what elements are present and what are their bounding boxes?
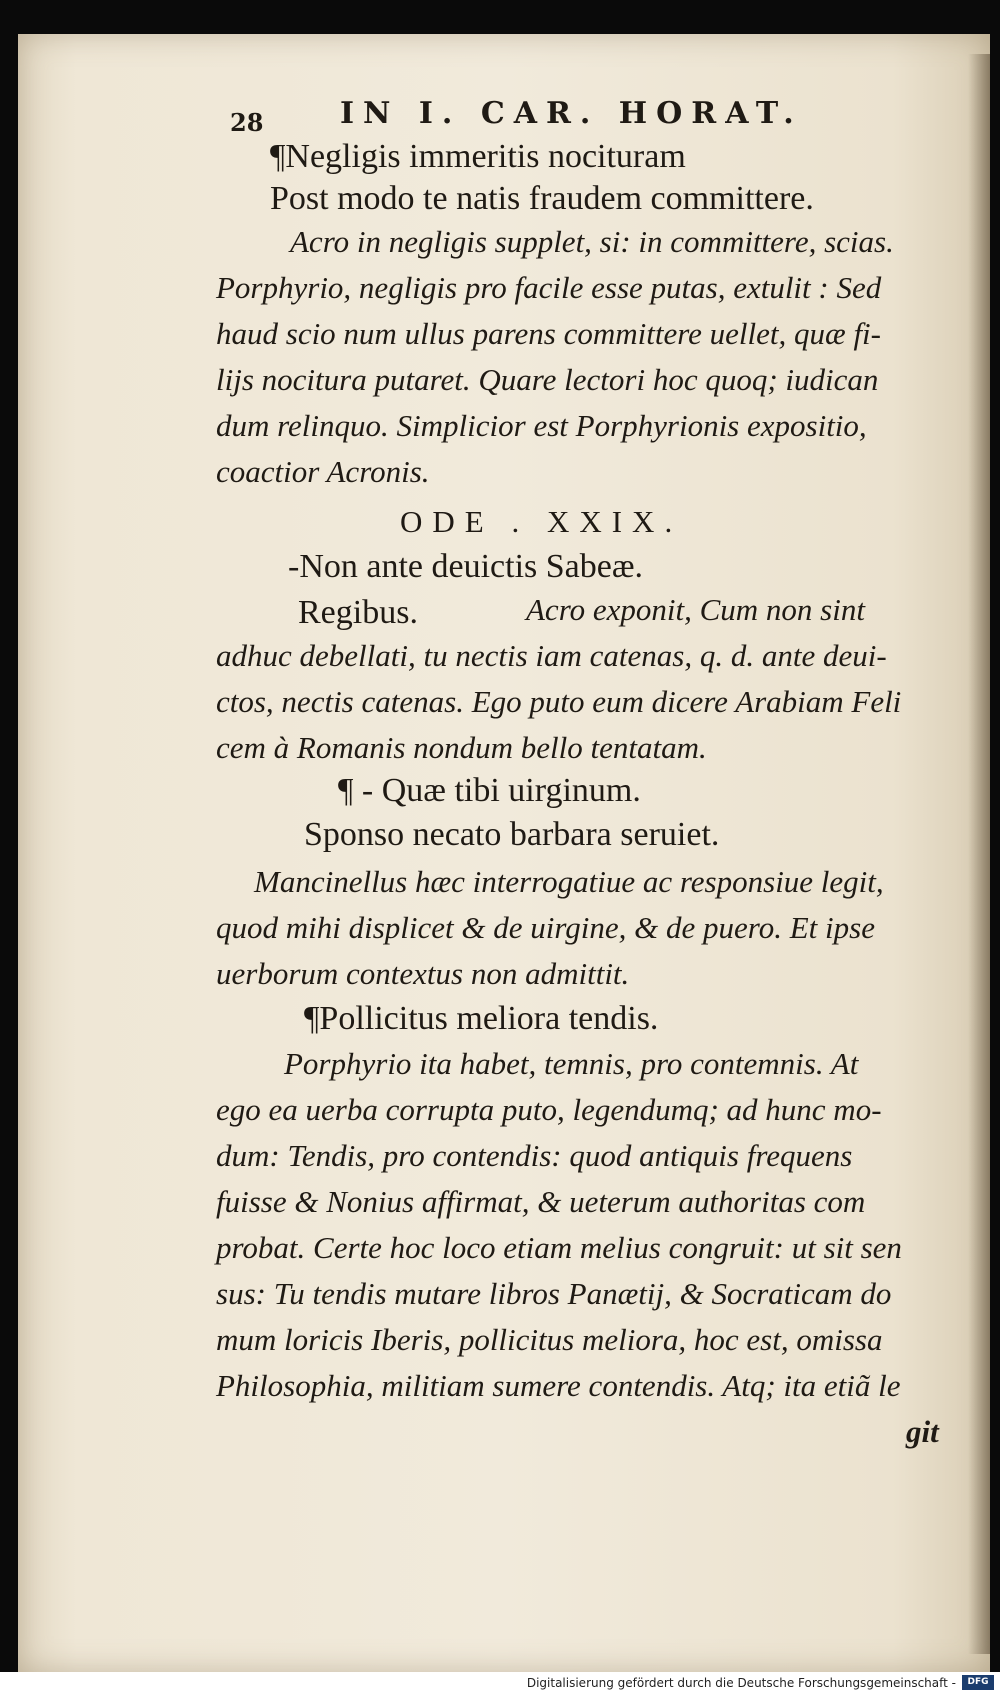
text-line: dum relinquo. Simplicior est Porphyrionis expositio, [216, 408, 867, 443]
text-line: Porphyrio ita habet, temnis, pro contemnis. At [284, 1046, 859, 1081]
catchword: git [906, 1414, 939, 1449]
text-line: Acro exponit, Cum non sint [526, 592, 865, 627]
footer-credit: Digitalisierung gefördert durch die Deutsche Forschungsgemeinschaft - [526, 1676, 956, 1690]
text-line: sus: Tu tendis mutare libros Panætij, & Socraticam do [216, 1276, 892, 1311]
text-line: quod mihi displicet & de uirgine, & de puero. Et ipse [216, 910, 875, 945]
dfg-logo: DFG [962, 1675, 994, 1690]
running-title: IN I. CAR. HORAT. [340, 96, 803, 131]
text-line: fuisse & Nonius affirmat, & ueterum authoritas com [216, 1184, 866, 1219]
text-line: ego ea uerba corrupta puto, legendumq; ad hunc mo- [216, 1092, 882, 1127]
ode-heading: ODE . XXIX. [400, 504, 683, 539]
text-line: probat. Certe hoc loco etiam melius congruit: ut sit sen [216, 1230, 902, 1265]
text-line: uerborum contextus non admittit. [216, 956, 630, 991]
text-line: dum: Tendis, pro contendis: quod antiquis frequens [216, 1138, 853, 1173]
page-gutter-shadow [968, 54, 990, 1654]
text-line: Sponso necato barbara seruiet. [304, 816, 720, 853]
text-line: lijs nocitura putaret. Quare lectori hoc quoq; iudican [216, 362, 879, 397]
text-line: Philosophia, militiam sumere contendis. Atq; ita etiã le [216, 1368, 901, 1403]
book-page [18, 34, 990, 1672]
text-line: Post modo te natis fraudem committere. [270, 180, 814, 217]
text-line: haud scio num ullus parens committere uellet, quæ fi- [216, 316, 881, 351]
text-line: ¶ - Quæ tibi uirginum. [338, 772, 641, 809]
text-line: ctos, nectis catenas. Ego puto eum dicere Arabiam Feli [216, 684, 902, 719]
text-line: Porphyrio, negligis pro facile esse putas, extulit : Sed [216, 270, 882, 305]
text-line: -Non ante deuictis Sabeæ. [288, 548, 644, 585]
text-line: coactior Acronis. [216, 454, 430, 489]
text-line: Regibus. [298, 594, 418, 631]
text-line: ¶Negligis immeritis nocituram [270, 138, 686, 175]
text-line: cem à Romanis nondum bello tentatam. [216, 730, 707, 765]
text-line: ¶Pollicitus meliora tendis. [304, 1000, 659, 1037]
text-line: adhuc debellati, tu nectis iam catenas, q. d. ante deui- [216, 638, 887, 673]
digitization-footer [0, 1672, 1000, 1694]
text-line: Mancinellus hæc interrogatiue ac responsiue legit, [254, 864, 884, 899]
text-line: Acro in negligis supplet, si: in committere, scias. [290, 224, 894, 259]
text-line: mum loricis Iberis, pollicitus meliora, hoc est, omissa [216, 1322, 883, 1357]
page-folio: 28 [230, 108, 264, 137]
